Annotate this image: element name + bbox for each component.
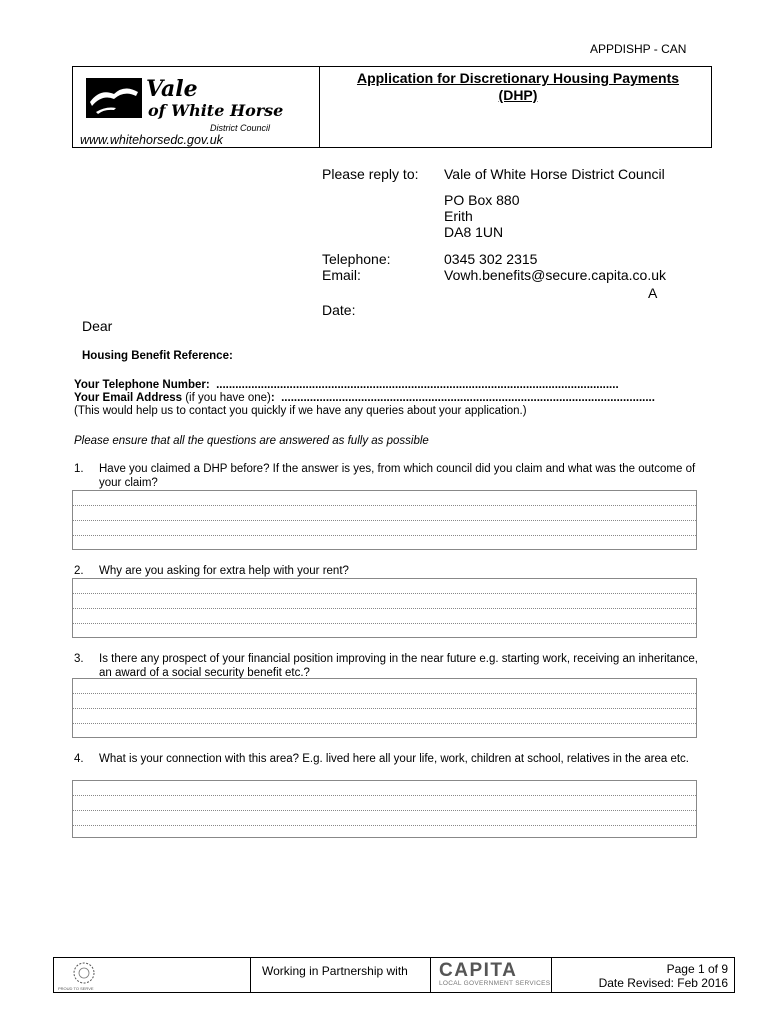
- reply-label: Please reply to:: [322, 166, 419, 182]
- document-code: APPDISHP - CAN: [590, 42, 687, 56]
- reply-org: Vale of White Horse District Council: [444, 166, 665, 182]
- reply-address-1: PO Box 880: [444, 192, 520, 208]
- answer-box-3[interactable]: [72, 678, 697, 738]
- email-note: (if you have one): [182, 392, 271, 404]
- instruction-text: Please ensure that all the questions are answered as fully as possible: [74, 435, 429, 447]
- question-text: Have you claimed a DHP before? If the answer is yes, from which council did you claim and what was the outcome of your claim?: [99, 463, 696, 489]
- hb-reference-label: Housing Benefit Reference:: [82, 350, 233, 362]
- page-number: Page 1 of 9: [666, 962, 728, 976]
- contact-block: [74, 379, 698, 418]
- question-number: 2.: [74, 565, 84, 577]
- logo-line1: Vale: [146, 76, 198, 102]
- email-address-label: Your Email Address: [74, 392, 183, 404]
- website-url[interactable]: www.whitehorsedc.gov.uk: [80, 133, 223, 147]
- email-label: Email:: [322, 267, 361, 283]
- logo-line3: District Council: [210, 123, 271, 133]
- question-text: Is there any prospect of your financial position improving in the near future e.g. starting work, receiving an inheritance, an award of a social security benefit etc.?: [99, 653, 698, 679]
- salutation: Dear: [82, 318, 113, 334]
- answer-box-2[interactable]: [72, 578, 697, 638]
- telephone-value: 0345 302 2315: [444, 251, 538, 267]
- reply-address-2: Erith: [444, 208, 473, 224]
- page-info: [560, 962, 728, 990]
- title-line1: Application for Discretionary Housing Payments: [356, 70, 680, 86]
- partnership-text: Working in Partnership with: [262, 964, 408, 978]
- page-title: [328, 70, 708, 104]
- logo-line2: of White Horse: [148, 101, 284, 120]
- council-logo: [86, 72, 296, 134]
- crest-text: PROUD TO SERVE: [58, 986, 94, 991]
- question-text: What is your connection with this area? E.g. lived here all your life, work, children at school, relatives in the area etc.: [99, 753, 689, 765]
- reply-address-3: DA8 1UN: [444, 224, 504, 240]
- answer-box-1[interactable]: [72, 490, 697, 550]
- date-revised: Date Revised: Feb 2016: [598, 976, 728, 990]
- capita-logo: CAPITA: [439, 960, 518, 981]
- email-field[interactable]: .....................................................................................................................: [281, 392, 655, 404]
- email-value[interactable]: Vowh.benefits@secure.capita.co.uk: [444, 267, 667, 283]
- capita-subtitle: LOCAL GOVERNMENT SERVICES: [439, 980, 551, 987]
- telephone-label: Telephone:: [322, 251, 391, 267]
- phone-label: Your Telephone Number:: [74, 379, 210, 391]
- contact-note: (This would help us to contact you quickly if we have any queries about your application.): [74, 405, 527, 417]
- email-colon: :: [270, 392, 275, 404]
- phone-field[interactable]: ..............................................................................................................................: [216, 379, 619, 391]
- question-number: 4.: [74, 753, 84, 765]
- answer-box-4[interactable]: [72, 780, 697, 838]
- question-text: Why are you asking for extra help with your rent?: [99, 565, 349, 577]
- question-number: 1.: [74, 463, 84, 475]
- question-number: 3.: [74, 653, 84, 665]
- date-label: Date:: [322, 302, 356, 318]
- stray-letter: A: [648, 285, 658, 301]
- title-line2: (DHP): [498, 87, 538, 103]
